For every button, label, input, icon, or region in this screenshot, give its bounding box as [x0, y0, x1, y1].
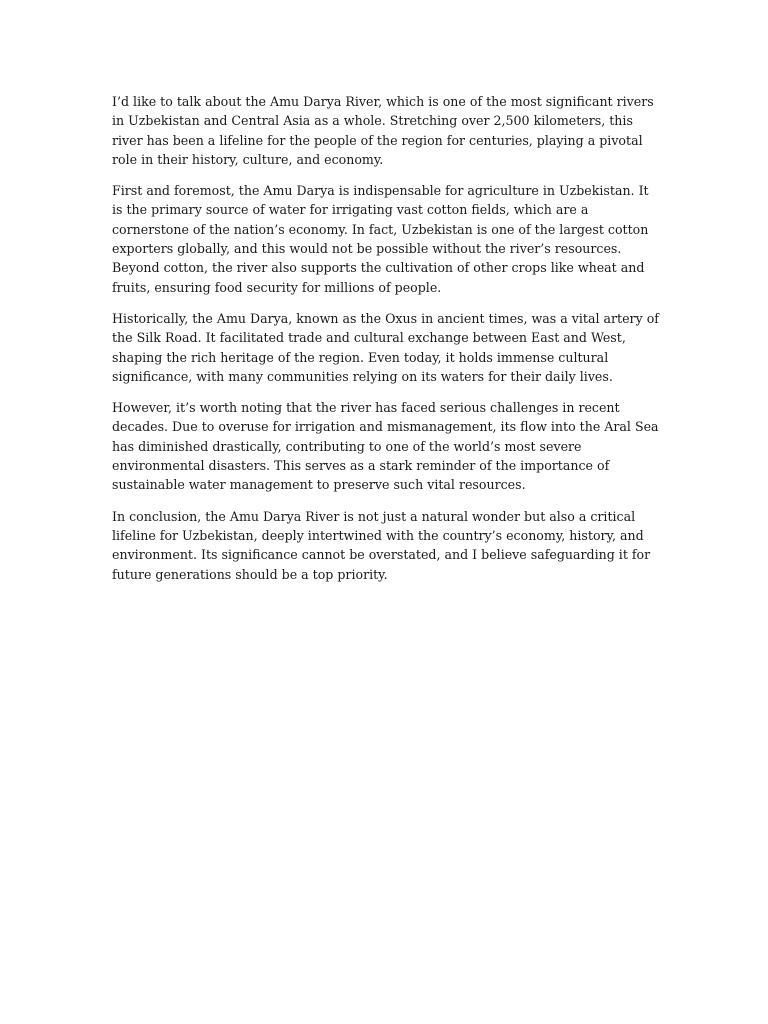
document-body	[112, 92, 662, 596]
paragraph-history: Historically, the Amu Darya, known as the Oxus in ancient times, was a vital artery of the Silk Road. It facilitated trade and cultural exchange between East and West, shaping the rich heritage of the region. Even today, it holds immense cultural significance, with many communities relying on its waters for their daily lives.	[112, 310, 659, 384]
paragraph-challenges: However, it’s worth noting that the river has faced serious challenges in recent decades. Due to overuse for irrigation and mismanagement, its flow into the Aral Sea has diminished drastically, contributing to one of the world’s most severe environmental disasters. This serves as a stark reminder of the importance of sustainable water management to preserve such vital resources.	[112, 400, 659, 493]
paragraph-intro: I’d like to talk about the Amu Darya River, which is one of the most significant rivers in Uzbekistan and Central Asia as a whole. Stretching over 2,500 kilometers, this river has been a lifeline for the people of the region for centuries, playing a pivotal role in their history, culture, and economy.	[112, 94, 654, 167]
paragraph-agriculture: First and foremost, the Amu Darya is indispensable for agriculture in Uzbekistan. It is the primary source of water for irrigating vast cotton fields, which are a cornerstone of the nation’s economy. In fact, Uzbekistan is one of the largest cotton exporters globally, and this would not be possible without the river’s resources. Beyond cotton, the river also supports the cultivation of other crops like wheat and fruits, ensuring food security for millions of people.	[112, 183, 649, 295]
paragraph-conclusion: In conclusion, the Amu Darya River is not just a natural wonder but also a critical lifeline for Uzbekistan, deeply intertwined with the country’s economy, history, and environment. Its significance cannot be overstated, and I believe safeguarding it for future generations should be a top priority.	[112, 508, 651, 582]
